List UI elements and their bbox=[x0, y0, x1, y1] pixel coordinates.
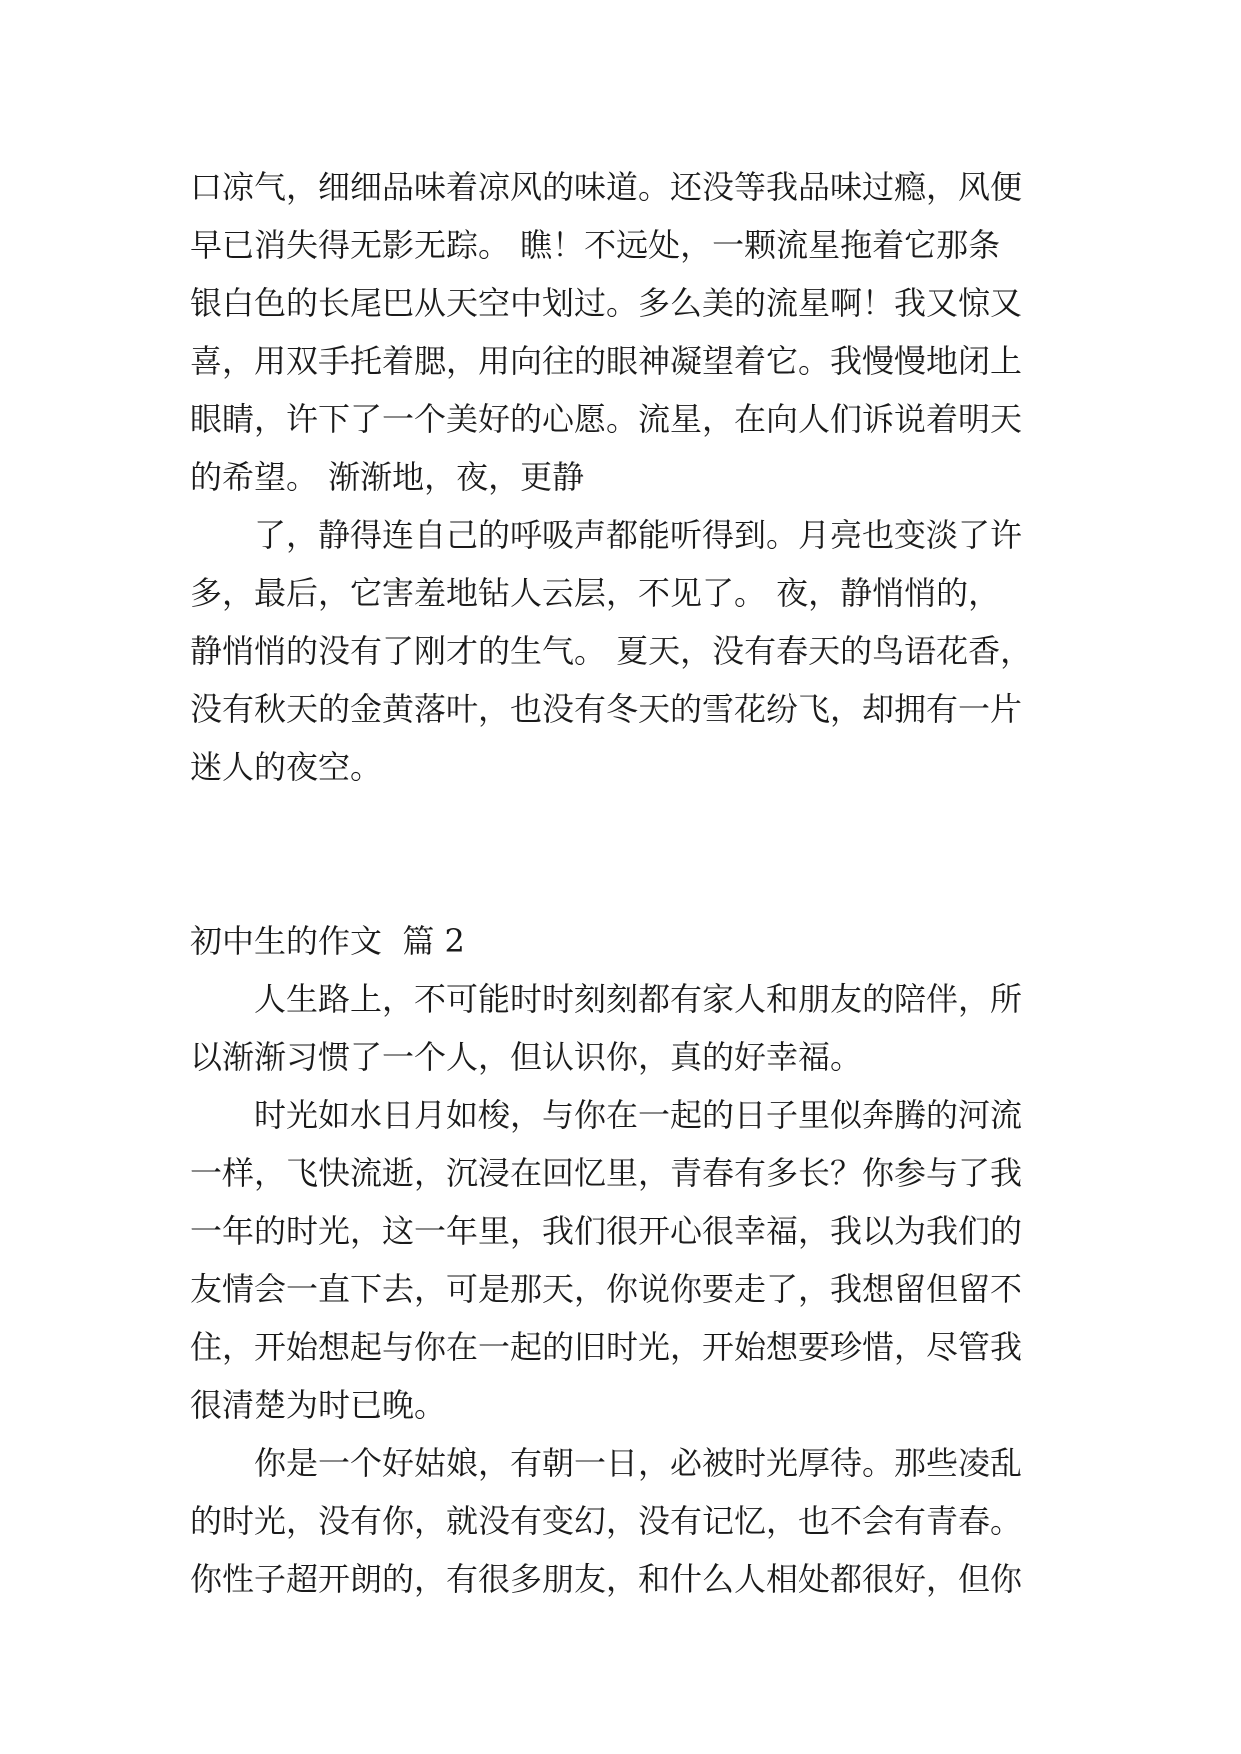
text-line: 静悄悄的没有了刚才的生气。 夏天，没有春天的鸟语花香， bbox=[190, 632, 1033, 670]
text-line: 口凉气，细细品味着凉风的味道。还没等我品味过瘾，风便 bbox=[190, 168, 1023, 206]
article-2-body bbox=[190, 970, 1090, 1608]
text-line: 一年的时光，这一年里，我们很开心很幸福，我以为我们的 bbox=[190, 1212, 1023, 1250]
text-line: 住，开始想起与你在一起的旧时光，开始想要珍惜，尽管我 bbox=[190, 1328, 1023, 1366]
text-line: 迷人的夜空。 bbox=[190, 748, 383, 786]
text-line: 的希望。 渐渐地，夜，更静 bbox=[190, 458, 585, 496]
text-line: 喜，用双手托着腮，用向往的眼神凝望着它。我慢慢地闭上 bbox=[190, 342, 1023, 380]
text-line: 眼睛，许下了一个美好的心愿。流星，在向人们诉说着明天 bbox=[190, 400, 1023, 438]
text-line: 以渐渐习惯了一个人，但认识你，真的好幸福。 bbox=[190, 1038, 863, 1076]
text-line: 你性子超开朗的，有很多朋友，和什么人相处都很好，但你 bbox=[190, 1560, 1023, 1598]
text-line: 了，静得连自己的呼吸声都能听得到。月亮也变淡了许 bbox=[254, 516, 1023, 554]
article-2-title: 初中生的作文 篇 2 bbox=[190, 922, 465, 960]
text-line: 你是一个好姑娘，有朝一日，必被时光厚待。那些凌乱 bbox=[254, 1444, 1023, 1482]
text-line: 友情会一直下去，可是那天，你说你要走了，我想留但留不 bbox=[190, 1270, 1023, 1308]
text-line: 很清楚为时已晚。 bbox=[190, 1386, 447, 1424]
document-page bbox=[190, 158, 1090, 1608]
text-line: 人生路上，不可能时时刻刻都有家人和朋友的陪伴，所 bbox=[254, 980, 1023, 1018]
text-line: 多，最后，它害羞地钻人云层，不见了。 夜，静悄悄的， bbox=[190, 574, 1001, 612]
text-line: 时光如水日月如梭，与你在一起的日子里似奔腾的河流 bbox=[254, 1096, 1023, 1134]
text-line: 的时光，没有你，就没有变幻，没有记忆，也不会有青春。 bbox=[190, 1502, 1023, 1540]
text-line: 一样，飞快流逝，沉浸在回忆里，青春有多长？你参与了我 bbox=[190, 1154, 1023, 1192]
text-line: 没有秋天的金黄落叶，也没有冬天的雪花纷飞，却拥有一片 bbox=[190, 690, 1023, 728]
article-1-body bbox=[190, 158, 1090, 796]
text-line: 银白色的长尾巴从天空中划过。多么美的流星啊！我又惊又 bbox=[190, 284, 1023, 322]
text-line: 早已消失得无影无踪。 瞧！不远处，一颗流星拖着它那条 bbox=[190, 226, 1001, 264]
